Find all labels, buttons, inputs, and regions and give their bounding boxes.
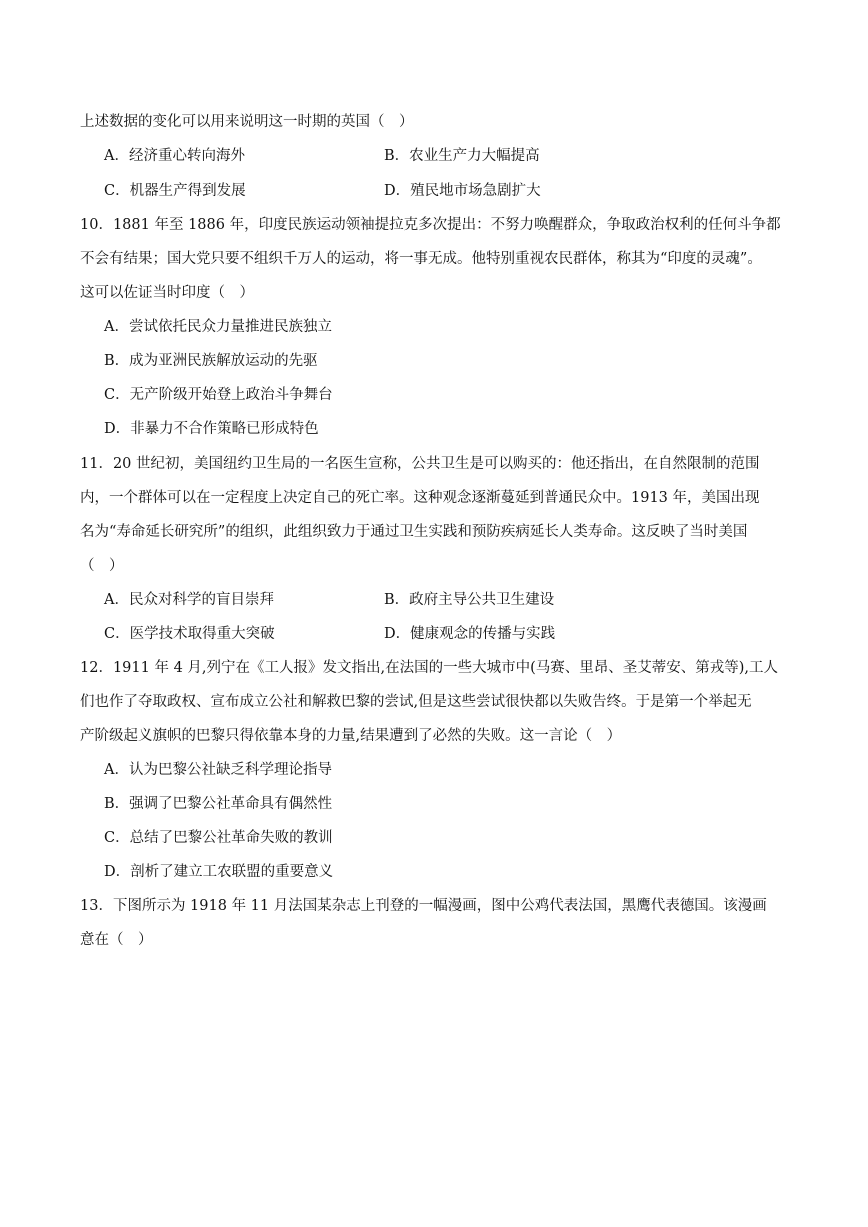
q13-stem-line-1: 13．下图所示为 1918 年 11 月法国某杂志上刊登的一幅漫画，图中公鸡代表法国，黑鹰代表德国。该漫画 bbox=[80, 898, 767, 914]
q12-option-b: B．强调了巴黎公社革命具有偶然性 bbox=[104, 796, 333, 812]
q11-option-a: A．民众对科学的盲目崇拜 bbox=[104, 592, 274, 608]
q11-stem-line-2: 内，一个群体可以在一定程度上决定自己的死亡率。这种观念逐渐蔓延到普通民众中。1913 年，美国出现 bbox=[80, 490, 760, 506]
q13-stem-line-2: 意在（ ） bbox=[80, 932, 153, 948]
q9-option-c: C．机器生产得到发展 bbox=[104, 183, 246, 199]
q11-stem-line-1: 11．20 世纪初，美国纽约卫生局的一名医生宣称，公共卫生是可以购买的：他还指出，在自然限制的范围 bbox=[80, 456, 760, 472]
q11-stem-line-3: 名为“寿命延长研究所”的组织，此组织致力于通过卫生实践和预防疾病延长人类寿命。这反映了当时美国 bbox=[80, 524, 748, 540]
q12-option-c: C．总结了巴黎公社革命失败的教训 bbox=[104, 830, 333, 846]
q12-stem-line-3: 产阶级起义旗帜的巴黎只得依靠本身的力量,结果遭到了必然的失败。这一言论（ ） bbox=[80, 728, 622, 744]
q12-stem-line-1: 12．1911 年 4 月,列宁在《工人报》发文指出,在法国的一些大城市中(马赛、里昂、圣艾蒂安、第戎等),工人 bbox=[80, 660, 779, 676]
q10-option-c: C．无产阶级开始登上政治斗争舞台 bbox=[104, 387, 333, 403]
q9-option-d: D．殖民地市场急剧扩大 bbox=[384, 183, 541, 199]
q12-stem-line-2: 们也作了夺取政权、宣布成立公社和解救巴黎的尝试,但是这些尝试很快都以失败告终。于是第一个举起无 bbox=[80, 694, 752, 710]
q10-stem-line-1: 10．1881 年至 1886 年，印度民族运动领袖提拉克多次提出：不努力唤醒群众，争取政治权利的任何斗争都 bbox=[80, 217, 781, 233]
q11-option-b: B．政府主导公共卫生建设 bbox=[384, 592, 555, 608]
q9-stem: 上述数据的变化可以用来说明这一时期的英国（ ） bbox=[80, 114, 414, 130]
q11-option-d: D．健康观念的传播与实践 bbox=[384, 626, 556, 642]
q9-option-a: A．经济重心转向海外 bbox=[104, 148, 245, 164]
q12-option-a: A．认为巴黎公社缺乏科学理论指导 bbox=[104, 762, 332, 778]
q10-option-d: D．非暴力不合作策略已形成特色 bbox=[104, 421, 319, 437]
q10-option-a: A．尝试依托民众力量推进民族独立 bbox=[104, 319, 332, 335]
q11-stem-line-4: （ ） bbox=[80, 558, 124, 574]
q11-option-c: C．医学技术取得重大突破 bbox=[104, 626, 275, 642]
q10-option-b: B．成为亚洲民族解放运动的先驱 bbox=[104, 353, 318, 369]
q12-option-d: D．剖析了建立工农联盟的重要意义 bbox=[104, 864, 334, 880]
q9-option-b: B．农业生产力大幅提高 bbox=[384, 148, 540, 164]
q10-stem-line-2: 不会有结果；国大党只要不组织千万人的运动，将一事无成。他特别重视农民群体，称其为“印度的灵魂”。 bbox=[80, 251, 762, 267]
q10-stem-line-3: 这可以佐证当时印度（ ） bbox=[80, 285, 254, 301]
